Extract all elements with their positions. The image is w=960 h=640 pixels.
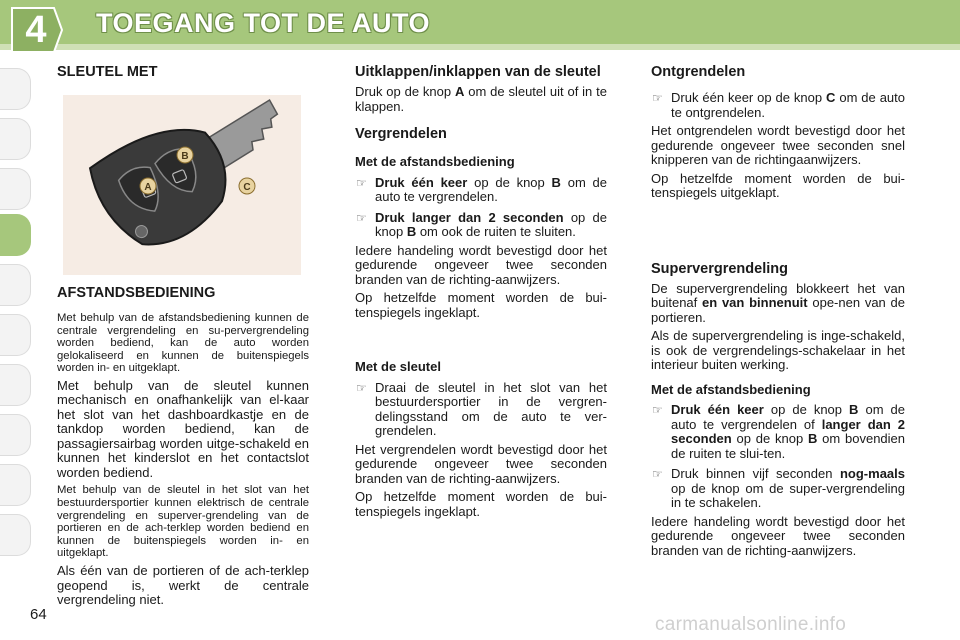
- heading-supervergrendeling: Supervergrendeling: [651, 260, 788, 277]
- text-remote-intro: Met behulp van de afstandsbediening kunnen de centrale vergrendeling en su-pervergrendeling worden bediend, kan de auto worden gelokaliseerd en kunnen de buitenspiegels worden in- en uitgeklapt.: [57, 312, 309, 375]
- key-fob-illustration: [63, 95, 301, 275]
- page-number: 64: [30, 606, 47, 623]
- text-door-open: Als één van de portieren of de ach-terklep geopend is, werkt de centrale vergrendeling niet.: [57, 563, 309, 608]
- hand-pointer-icon: ☞: [652, 403, 663, 417]
- chapter-tab[interactable]: [0, 314, 31, 356]
- unlock-step-1: ☞ Druk één keer op de knop C om de auto te ontgrendelen.: [652, 90, 905, 120]
- heading-remote: AFSTANDSBEDIENING: [57, 285, 216, 301]
- text-key-mechanical: Met behulp van de sleutel kunnen mechanisch en onafhankelijk van el-kaar het slot van het dashboardkastje en de tankdop worden bediend, kan de passagiersairbag worden uitge-schakeld en kunnen het kinderslot en het contactslot worden bediend.: [57, 377, 309, 480]
- text-unlock-mirror: Op hetzelfde moment worden de bui-tenspiegels uitgeklapt.: [651, 170, 905, 200]
- page-title: TOEGANG TOT DE AUTO: [96, 8, 431, 38]
- heading-key: SLEUTEL MET: [57, 64, 158, 80]
- lock-step-2: ☞ Druk langer dan 2 seconden op de knop B om ook de ruiten te sluiten.: [356, 209, 607, 239]
- column-right: [651, 60, 905, 558]
- text-super-interior: Als de supervergrendeling is inge-schakeld, is ook de vergrendelings-schakelaar in het interieur buiten werking.: [651, 328, 905, 372]
- chapter-header: [0, 0, 960, 58]
- hand-pointer-icon: ☞: [356, 380, 367, 395]
- heading-lock: Vergrendelen: [355, 126, 447, 142]
- chapter-tab-active[interactable]: [0, 214, 31, 256]
- text-lock-mirror-key: Op hetzelfde moment worden de bui-tenspiegels ingeklapt.: [355, 489, 607, 519]
- text-fold: Druk op de knop A om de sleutel uit of in te klappen.: [355, 84, 607, 114]
- header-underline: [0, 44, 960, 50]
- text-lock-confirm: Iedere handeling wordt bevestigd door het gedurende ongeveer twee seconden branden van de richting-aanwijzers.: [355, 242, 607, 287]
- chapter-tab[interactable]: [0, 514, 31, 556]
- text-lock-mirror: Op hetzelfde moment worden de bui-tenspiegels ingeklapt.: [355, 290, 607, 320]
- chapter-tab[interactable]: [0, 118, 31, 160]
- key-label-b: B: [181, 151, 189, 162]
- lock-step-1: ☞ Druk één keer op de knop B om de auto te vergrendelen.: [356, 174, 608, 204]
- subheading-remote: Met de afstandsbediening: [355, 154, 515, 169]
- hand-pointer-icon: ☞: [356, 210, 367, 225]
- heading-fold: Uitklappen/inklappen van de sleutel: [355, 64, 601, 80]
- chapter-tab[interactable]: [0, 414, 31, 456]
- text-lock-confirm-key: Het vergrendelen wordt bevestigd door het gedurende ongeveer twee seconden branden van de richting-aanwijzers.: [355, 441, 607, 486]
- chapter-tabs: [0, 60, 36, 580]
- chapter-tab[interactable]: [0, 464, 31, 506]
- heading-unlock: Ontgrendelen: [651, 64, 746, 80]
- chapter-tab[interactable]: [0, 264, 31, 306]
- column-middle: [355, 60, 607, 519]
- super-step-1: ☞ Druk één keer op de knop B om de auto te vergrendelen of langer dan 2 seconden op de knop B om bovendien de ruiten te slui-ten.: [652, 402, 906, 461]
- hand-pointer-icon: ☞: [652, 467, 663, 481]
- text-super-confirm: Iedere handeling wordt bevestigd door het gedurende ongeveer twee seconden branden van de richting-aanwijzers.: [651, 513, 905, 558]
- hand-pointer-icon: ☞: [652, 91, 663, 105]
- super-step-2: ☞ Druk binnen vijf seconden nog-maals op de knop om de super-vergrendeling in te schakelen.: [652, 466, 905, 510]
- chapter-tab[interactable]: [0, 68, 31, 110]
- subheading-key: Met de sleutel: [355, 359, 441, 374]
- key-label-c: C: [243, 182, 251, 193]
- watermark-text: carmanualsonline.info: [655, 614, 847, 635]
- chapter-number: 4: [25, 9, 47, 51]
- chapter-tab[interactable]: [0, 168, 31, 210]
- chapter-tab[interactable]: [0, 364, 31, 406]
- text-unlock-confirm: Het ontgrendelen wordt bevestigd door het gedurende ongeveer twee seconden snel knipperen van de richtingaanwijzers.: [651, 123, 905, 167]
- lock-step-key: ☞ Draai de sleutel in het slot van het bestuurdersportier in de vergren-delingsstand om de auto te ver-grendelen.: [356, 379, 607, 438]
- key-label-a: A: [144, 182, 152, 193]
- hand-pointer-icon: ☞: [356, 175, 367, 190]
- text-super-intro: De supervergrendeling blokkeert het van buitenaf en van binnenuit ope-nen van de portieren.: [651, 280, 906, 325]
- text-key-lock: Met behulp van de sleutel in het slot van het bestuurdersportier kunnen elektrisch de centrale vergrendeling en superver-grendeling van de portieren en de ach-terklep worden bediend en kunnen de buitenspiegels worden in- en uitgeklapt.: [57, 484, 309, 560]
- subheading-remote-super: Met de afstandsbediening: [651, 381, 811, 397]
